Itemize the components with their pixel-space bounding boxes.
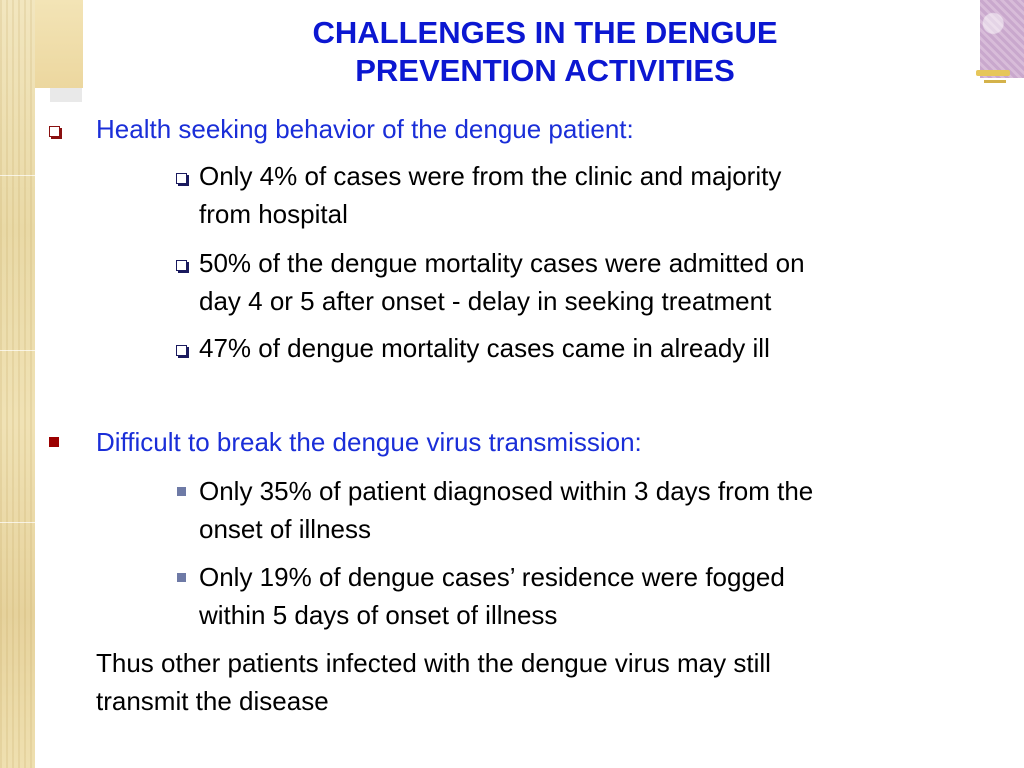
corner-image (980, 0, 1024, 78)
corner-ornament (976, 70, 1010, 76)
list-item: Only 19% of dengue cases’ residence were fogged (199, 562, 785, 592)
section-heading: Health seeking behavior of the dengue patient: (96, 114, 634, 144)
filled-square-bullet (49, 437, 59, 447)
list-item: within 5 days of onset of illness (199, 600, 558, 630)
title-line: CHALLENGES IN THE DENGUE (312, 15, 778, 50)
border-seam (0, 175, 35, 176)
slide-title (150, 14, 940, 90)
hollow-square-bullet (49, 126, 60, 137)
corner-ornament (984, 80, 1006, 83)
hollow-square-bullet (176, 173, 187, 184)
border-seam (0, 522, 35, 523)
list-item: onset of illness (199, 514, 371, 544)
border-seam (0, 350, 35, 351)
list-item: 47% of dengue mortality cases came in already ill (199, 333, 770, 363)
decorative-block (35, 0, 83, 88)
list-item: from hospital (199, 199, 348, 229)
filled-square-bullet (177, 487, 186, 496)
list-item: day 4 or 5 after onset - delay in seeking treatment (199, 286, 772, 316)
list-item: 50% of the dengue mortality cases were admitted on (199, 248, 805, 278)
hollow-square-bullet (176, 345, 187, 356)
filled-square-bullet (177, 573, 186, 582)
parchment-border (0, 0, 35, 768)
title-line: PREVENTION ACTIVITIES (355, 53, 735, 88)
list-item: Only 4% of cases were from the clinic and majority (199, 161, 782, 191)
section-heading: Difficult to break the dengue virus transmission: (96, 427, 642, 457)
hollow-square-bullet (176, 260, 187, 271)
conclusion-text: transmit the disease (96, 686, 329, 716)
decorative-tab (50, 88, 82, 102)
conclusion-text: Thus other patients infected with the dengue virus may still (96, 648, 771, 678)
list-item: Only 35% of patient diagnosed within 3 days from the (199, 476, 814, 506)
